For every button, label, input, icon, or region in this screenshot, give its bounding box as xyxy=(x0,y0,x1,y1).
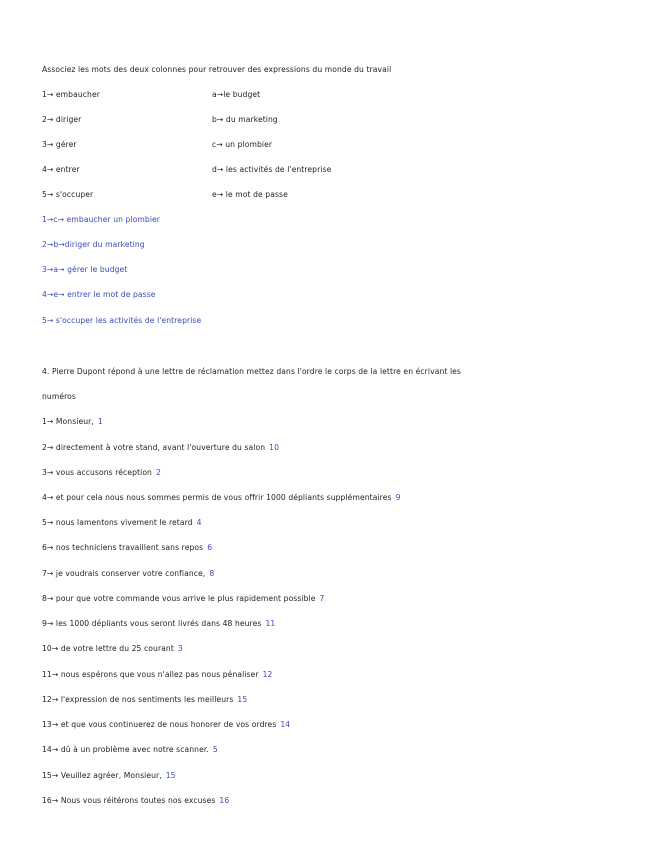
left-item: 1→ embaucher xyxy=(42,90,100,99)
list-item xyxy=(42,619,275,629)
match-row xyxy=(42,190,288,200)
item-text: 16→ Nous vous réitérons toutes nos excuses xyxy=(42,796,216,805)
right-item: a→le budget xyxy=(212,90,261,99)
answer-line: 2→b→diriger du marketing xyxy=(42,240,145,249)
list-item xyxy=(42,796,229,806)
item-answer: 8 xyxy=(209,569,215,578)
item-text: 7→ je voudrais conserver votre confiance, xyxy=(42,569,206,578)
right-item: e→ le mot de passe xyxy=(212,190,288,199)
list-item xyxy=(42,644,183,654)
item-answer: 11 xyxy=(265,619,276,628)
item-text: 15→ Veuillez agréer, Monsieur, xyxy=(42,771,162,780)
item-answer: 7 xyxy=(319,594,325,603)
left-item: 5→ s'occuper xyxy=(42,190,94,199)
item-answer: 1 xyxy=(97,417,103,426)
item-text: 1→ Monsieur, xyxy=(42,417,94,426)
list-item xyxy=(42,468,161,478)
list-item xyxy=(42,771,176,781)
item-answer: 9 xyxy=(395,493,401,502)
item-text: 4→ et pour cela nous nous sommes permis de vous offrir 1000 dépliants supplémentaires xyxy=(42,493,392,502)
list-item xyxy=(42,695,247,705)
item-text: 14→ dû à un problème avec notre scanner. xyxy=(42,745,209,754)
list-item xyxy=(42,594,324,604)
item-answer: 5 xyxy=(212,745,218,754)
answer-line: 3→a→ gérer le budget xyxy=(42,265,128,274)
answer-line: 4→e→ entrer le mot de passe xyxy=(42,290,156,299)
answer-line: 5→ s'occuper les activités de l'entreprise xyxy=(42,316,202,325)
exercise2-instruction-cont: numéros xyxy=(42,392,76,401)
left-item: 2→ diriger xyxy=(42,115,82,124)
right-item: b→ du marketing xyxy=(212,115,278,124)
item-answer: 14 xyxy=(280,720,291,729)
list-item xyxy=(42,443,279,453)
right-item: c→ un plombier xyxy=(212,140,273,149)
item-text: 10→ de votre lettre du 25 courant xyxy=(42,644,174,653)
answer-line: 1→c→ embaucher un plombier xyxy=(42,215,161,224)
list-item xyxy=(42,569,214,579)
item-answer: 3 xyxy=(177,644,183,653)
item-answer: 6 xyxy=(207,543,213,552)
item-answer: 4 xyxy=(196,518,202,527)
list-item xyxy=(42,720,290,730)
item-text: 6→ nos techniciens travaillent sans repos xyxy=(42,543,204,552)
list-item xyxy=(42,518,202,528)
item-text: 8→ pour que votre commande vous arrive le plus rapidement possible xyxy=(42,594,316,603)
match-row xyxy=(42,165,332,175)
item-answer: 10 xyxy=(269,443,280,452)
left-item: 4→ entrer xyxy=(42,165,80,174)
match-row xyxy=(42,140,273,150)
item-text: 5→ nous lamentons vivement le retard xyxy=(42,518,193,527)
right-item: d→ les activités de l'entreprise xyxy=(212,165,332,174)
item-text: 11→ nous espérons que vous n'allez pas nous pénaliser xyxy=(42,670,259,679)
item-answer: 12 xyxy=(262,670,273,679)
item-text: 2→ directement à votre stand, avant l'ouverture du salon xyxy=(42,443,266,452)
item-answer: 16 xyxy=(219,796,230,805)
match-row xyxy=(42,90,261,100)
item-answer: 15 xyxy=(165,771,176,780)
list-item xyxy=(42,670,272,680)
list-item xyxy=(42,493,401,503)
item-text: 9→ les 1000 dépliants vous seront livrés dans 48 heures xyxy=(42,619,262,628)
exercise1-instruction: Associez les mots des deux colonnes pour retrouver des expressions du monde du travail xyxy=(42,65,392,74)
left-item: 3→ gérer xyxy=(42,140,77,149)
item-text: 12→ l'expression de nos sentiments les meilleurs xyxy=(42,695,234,704)
list-item xyxy=(42,745,218,755)
item-text: 3→ vous accusons réception xyxy=(42,468,152,477)
exercise2-instruction: 4. Pierre Dupont répond à une lettre de réclamation mettez dans l'ordre le corps de la lettre en écrivant les xyxy=(42,367,461,376)
item-answer: 2 xyxy=(155,468,161,477)
item-answer: 15 xyxy=(237,695,248,704)
match-row xyxy=(42,115,278,125)
list-item xyxy=(42,417,103,427)
item-text: 13→ et que vous continuerez de nous honorer de vos ordres xyxy=(42,720,277,729)
list-item xyxy=(42,543,212,553)
